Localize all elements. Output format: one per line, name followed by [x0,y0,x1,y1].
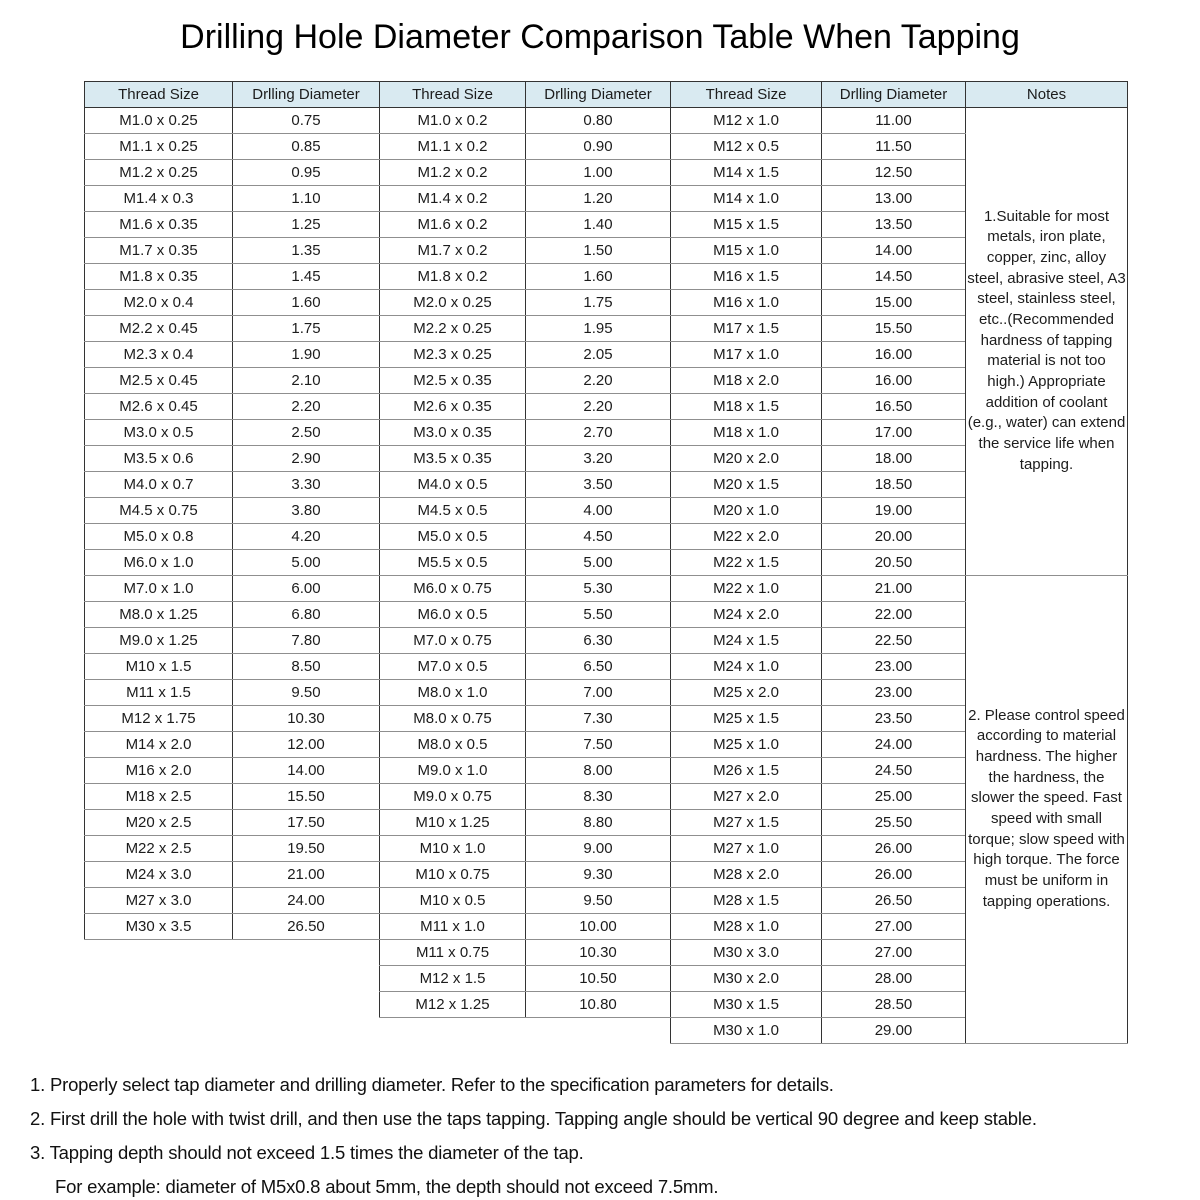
thread-size-cell: M12 x 1.25 [380,991,526,1017]
thread-size-cell: M2.0 x 0.4 [85,289,233,315]
drill-diameter-cell: 1.60 [526,263,671,289]
drill-diameter-cell: 1.60 [233,289,380,315]
drill-diameter-cell: 24.00 [822,731,966,757]
thread-size-cell: M12 x 1.0 [671,107,822,133]
thread-size-cell: M1.2 x 0.25 [85,159,233,185]
drill-diameter-cell: 1.90 [233,341,380,367]
thread-size-cell: M1.0 x 0.25 [85,107,233,133]
drill-diameter-cell: 25.00 [822,783,966,809]
drill-diameter-cell: 10.00 [526,913,671,939]
thread-size-cell: M9.0 x 1.25 [85,627,233,653]
thread-size-cell: M2.6 x 0.45 [85,393,233,419]
empty-cell [233,1017,380,1043]
thread-size-cell: M14 x 1.5 [671,159,822,185]
drill-diameter-cell: 27.00 [822,939,966,965]
thread-size-cell: M20 x 1.5 [671,471,822,497]
drill-diameter-cell: 1.45 [233,263,380,289]
drill-diameter-cell: 1.50 [526,237,671,263]
thread-size-cell: M22 x 1.5 [671,549,822,575]
thread-size-cell: M15 x 1.5 [671,211,822,237]
drill-diameter-cell: 8.50 [233,653,380,679]
thread-size-cell: M12 x 1.75 [85,705,233,731]
thread-size-cell: M9.0 x 1.0 [380,757,526,783]
drill-diameter-cell: 29.00 [822,1017,966,1043]
thread-size-cell: M10 x 0.5 [380,887,526,913]
thread-size-cell: M8.0 x 1.0 [380,679,526,705]
drill-diameter-cell: 9.50 [526,887,671,913]
thread-size-cell: M30 x 3.0 [671,939,822,965]
thread-size-cell: M20 x 1.0 [671,497,822,523]
drill-diameter-cell: 28.50 [822,991,966,1017]
thread-size-cell: M25 x 2.0 [671,679,822,705]
footer-instruction-3: 3. Tapping depth should not exceed 1.5 times the diameter of the tap. [30,1141,584,1163]
drill-diameter-cell: 16.00 [822,367,966,393]
thread-size-cell: M10 x 1.25 [380,809,526,835]
thread-size-cell: M4.0 x 0.7 [85,471,233,497]
thread-size-cell: M11 x 0.75 [380,939,526,965]
drill-diameter-cell: 23.50 [822,705,966,731]
thread-size-cell: M20 x 2.5 [85,809,233,835]
thread-size-cell: M20 x 2.0 [671,445,822,471]
thread-size-cell: M28 x 2.0 [671,861,822,887]
drill-diameter-cell: 4.50 [526,523,671,549]
thread-size-cell: M1.4 x 0.3 [85,185,233,211]
drill-diameter-cell: 13.00 [822,185,966,211]
thread-size-cell: M5.0 x 0.8 [85,523,233,549]
thread-size-cell: M8.0 x 1.25 [85,601,233,627]
thread-size-cell: M27 x 3.0 [85,887,233,913]
drill-diameter-cell: 7.50 [526,731,671,757]
drill-diameter-cell: 5.50 [526,601,671,627]
column-header-drilling-diameter-3: Drlling Diameter [822,81,966,107]
drill-diameter-cell: 2.05 [526,341,671,367]
drill-diameter-cell: 15.50 [233,783,380,809]
table-header-row [85,81,1128,107]
drill-diameter-cell: 10.30 [233,705,380,731]
drill-diameter-cell: 5.00 [233,549,380,575]
column-header-thread-size-3: Thread Size [671,81,822,107]
drill-diameter-cell: 6.50 [526,653,671,679]
thread-size-cell: M28 x 1.5 [671,887,822,913]
drill-diameter-cell: 6.80 [233,601,380,627]
thread-size-cell: M2.6 x 0.35 [380,393,526,419]
drill-diameter-cell: 0.85 [233,133,380,159]
thread-size-cell: M7.0 x 1.0 [85,575,233,601]
thread-size-cell: M4.5 x 0.5 [380,497,526,523]
thread-size-cell: M6.0 x 1.0 [85,549,233,575]
empty-cell [526,1017,671,1043]
drill-diameter-cell: 21.00 [822,575,966,601]
thread-size-cell: M22 x 1.0 [671,575,822,601]
thread-size-cell: M24 x 1.5 [671,627,822,653]
thread-size-cell: M10 x 1.5 [85,653,233,679]
thread-size-cell: M3.5 x 0.6 [85,445,233,471]
drill-diameter-cell: 2.20 [526,393,671,419]
thread-size-cell: M1.2 x 0.2 [380,159,526,185]
thread-size-cell: M1.6 x 0.2 [380,211,526,237]
drill-diameter-cell: 1.25 [233,211,380,237]
drill-diameter-cell: 28.00 [822,965,966,991]
drill-diameter-cell: 10.50 [526,965,671,991]
thread-size-cell: M1.1 x 0.2 [380,133,526,159]
thread-size-cell: M11 x 1.0 [380,913,526,939]
drill-diameter-cell: 16.50 [822,393,966,419]
drill-diameter-cell: 26.50 [233,913,380,939]
drill-diameter-cell: 7.80 [233,627,380,653]
drill-diameter-cell: 16.00 [822,341,966,367]
table-row [85,107,1128,133]
empty-cell [85,1017,233,1043]
thread-size-cell: M4.0 x 0.5 [380,471,526,497]
thread-size-cell: M1.0 x 0.2 [380,107,526,133]
drill-diameter-cell: 24.50 [822,757,966,783]
drill-diameter-cell: 25.50 [822,809,966,835]
drill-diameter-cell: 8.80 [526,809,671,835]
thread-size-cell: M2.2 x 0.45 [85,315,233,341]
thread-size-cell: M2.3 x 0.25 [380,341,526,367]
drill-diameter-cell: 3.20 [526,445,671,471]
thread-size-cell: M2.5 x 0.35 [380,367,526,393]
empty-cell [85,939,233,965]
thread-size-cell: M30 x 2.0 [671,965,822,991]
drill-diameter-cell: 6.30 [526,627,671,653]
thread-size-cell: M2.5 x 0.45 [85,367,233,393]
drilling-diameter-table [84,81,1128,1044]
thread-size-cell: M27 x 1.5 [671,809,822,835]
thread-size-cell: M18 x 2.5 [85,783,233,809]
drill-diameter-cell: 9.50 [233,679,380,705]
drill-diameter-cell: 14.00 [233,757,380,783]
drill-diameter-cell: 0.75 [233,107,380,133]
drill-diameter-cell: 22.50 [822,627,966,653]
thread-size-cell: M16 x 1.0 [671,289,822,315]
thread-size-cell: M24 x 3.0 [85,861,233,887]
thread-size-cell: M1.8 x 0.2 [380,263,526,289]
drill-diameter-cell: 8.00 [526,757,671,783]
thread-size-cell: M18 x 1.5 [671,393,822,419]
drill-diameter-cell: 0.90 [526,133,671,159]
thread-size-cell: M30 x 1.0 [671,1017,822,1043]
drill-diameter-cell: 1.00 [526,159,671,185]
drill-diameter-cell: 26.00 [822,861,966,887]
drill-diameter-cell: 18.50 [822,471,966,497]
thread-size-cell: M1.7 x 0.35 [85,237,233,263]
drill-diameter-cell: 20.50 [822,549,966,575]
drill-diameter-cell: 2.20 [233,393,380,419]
drill-diameter-cell: 1.75 [526,289,671,315]
thread-size-cell: M25 x 1.5 [671,705,822,731]
drill-diameter-cell: 19.00 [822,497,966,523]
thread-size-cell: M1.6 x 0.35 [85,211,233,237]
drill-diameter-cell: 15.00 [822,289,966,315]
drill-diameter-cell: 12.50 [822,159,966,185]
drill-diameter-cell: 5.30 [526,575,671,601]
thread-size-cell: M25 x 1.0 [671,731,822,757]
thread-size-cell: M17 x 1.5 [671,315,822,341]
drill-diameter-cell: 12.00 [233,731,380,757]
drill-diameter-cell: 19.50 [233,835,380,861]
drill-diameter-cell: 26.50 [822,887,966,913]
drill-diameter-cell: 2.50 [233,419,380,445]
drill-diameter-cell: 18.00 [822,445,966,471]
thread-size-cell: M30 x 1.5 [671,991,822,1017]
thread-size-cell: M16 x 2.0 [85,757,233,783]
thread-size-cell: M6.0 x 0.75 [380,575,526,601]
drill-diameter-cell: 23.00 [822,653,966,679]
thread-size-cell: M2.0 x 0.25 [380,289,526,315]
thread-size-cell: M4.5 x 0.75 [85,497,233,523]
thread-size-cell: M30 x 3.5 [85,913,233,939]
thread-size-cell: M12 x 0.5 [671,133,822,159]
drill-diameter-cell: 2.90 [233,445,380,471]
footer-instructions [30,1074,1200,1199]
thread-size-cell: M8.0 x 0.5 [380,731,526,757]
drill-diameter-cell: 2.20 [526,367,671,393]
thread-size-cell: M27 x 1.0 [671,835,822,861]
thread-size-cell: M9.0 x 0.75 [380,783,526,809]
drill-diameter-cell: 6.00 [233,575,380,601]
drill-diameter-cell: 17.00 [822,419,966,445]
thread-size-cell: M6.0 x 0.5 [380,601,526,627]
notes-cell-1: 1.Suitable for most metals, iron plate, copper, zinc, alloy steel, abrasive steel, A3 steel, stainless steel, etc..(Recommended hardness of tapping material is not too high.) Appropriate addition of coolant (e.g., water) can extend the service life when tapping. [966,107,1128,575]
thread-size-cell: M24 x 2.0 [671,601,822,627]
drill-diameter-cell: 22.00 [822,601,966,627]
drill-diameter-cell: 26.00 [822,835,966,861]
drill-diameter-cell: 0.95 [233,159,380,185]
drill-diameter-cell: 24.00 [233,887,380,913]
thread-size-cell: M22 x 2.5 [85,835,233,861]
drill-diameter-cell: 13.50 [822,211,966,237]
thread-size-cell: M1.7 x 0.2 [380,237,526,263]
drill-diameter-cell: 7.30 [526,705,671,731]
drill-diameter-cell: 4.20 [233,523,380,549]
empty-cell [85,991,233,1017]
drill-diameter-cell: 1.10 [233,185,380,211]
notes-cell-2: 2. Please control speed according to material hardness. The higher the hardness, the slower the speed. Fast speed with small torque; slow speed with high torque. The force must be uniform in tapping operations. [966,575,1128,1043]
footer-instruction-1: 1. Properly select tap diameter and drilling diameter. Refer to the specification parameters for details. [30,1073,834,1095]
thread-size-cell: M17 x 1.0 [671,341,822,367]
thread-size-cell: M3.0 x 0.5 [85,419,233,445]
thread-size-cell: M27 x 2.0 [671,783,822,809]
drill-diameter-cell: 1.20 [526,185,671,211]
thread-size-cell: M2.2 x 0.25 [380,315,526,341]
empty-cell [233,965,380,991]
thread-size-cell: M12 x 1.5 [380,965,526,991]
drill-diameter-cell: 27.00 [822,913,966,939]
drill-diameter-cell: 8.30 [526,783,671,809]
column-header-thread-size-1: Thread Size [85,81,233,107]
column-header-drilling-diameter-1: Drlling Diameter [233,81,380,107]
drill-diameter-cell: 4.00 [526,497,671,523]
thread-size-cell: M2.3 x 0.4 [85,341,233,367]
drill-diameter-cell: 20.00 [822,523,966,549]
drill-diameter-cell: 2.10 [233,367,380,393]
drill-diameter-cell: 17.50 [233,809,380,835]
table-body [85,107,1128,1043]
thread-size-cell: M3.5 x 0.35 [380,445,526,471]
drill-diameter-cell: 21.00 [233,861,380,887]
thread-size-cell: M3.0 x 0.35 [380,419,526,445]
drill-diameter-cell: 3.80 [233,497,380,523]
thread-size-cell: M11 x 1.5 [85,679,233,705]
drill-diameter-cell: 10.30 [526,939,671,965]
drill-diameter-cell: 15.50 [822,315,966,341]
thread-size-cell: M1.1 x 0.25 [85,133,233,159]
thread-size-cell: M24 x 1.0 [671,653,822,679]
page-title: Drilling Hole Diameter Comparison Table When Tapping [180,18,1020,56]
drill-diameter-cell: 9.30 [526,861,671,887]
drill-diameter-cell: 1.35 [233,237,380,263]
drill-diameter-cell: 23.00 [822,679,966,705]
drill-diameter-cell: 10.80 [526,991,671,1017]
thread-size-cell: M1.8 x 0.35 [85,263,233,289]
empty-cell [233,939,380,965]
drill-diameter-cell: 14.00 [822,237,966,263]
thread-size-cell: M10 x 1.0 [380,835,526,861]
drill-diameter-cell: 1.75 [233,315,380,341]
thread-size-cell: M26 x 1.5 [671,757,822,783]
thread-size-cell: M5.5 x 0.5 [380,549,526,575]
column-header-drilling-diameter-2: Drlling Diameter [526,81,671,107]
thread-size-cell: M10 x 0.75 [380,861,526,887]
drill-diameter-cell: 1.95 [526,315,671,341]
drill-diameter-cell: 11.50 [822,133,966,159]
drill-diameter-cell: 9.00 [526,835,671,861]
drill-diameter-cell: 11.00 [822,107,966,133]
thread-size-cell: M8.0 x 0.75 [380,705,526,731]
thread-size-cell: M7.0 x 0.75 [380,627,526,653]
empty-cell [233,991,380,1017]
drill-diameter-cell: 5.00 [526,549,671,575]
column-header-notes: Notes [966,81,1128,107]
thread-size-cell: M22 x 2.0 [671,523,822,549]
thread-size-cell: M28 x 1.0 [671,913,822,939]
empty-cell [380,1017,526,1043]
thread-size-cell: M18 x 1.0 [671,419,822,445]
table-row [85,575,1128,601]
drill-diameter-cell: 0.80 [526,107,671,133]
thread-size-cell: M5.0 x 0.5 [380,523,526,549]
thread-size-cell: M14 x 2.0 [85,731,233,757]
footer-instruction-2: 2. First drill the hole with twist drill, and then use the taps tapping. Tapping angle should be vertical 90 degree and keep stable. [30,1107,1037,1129]
footer-instruction-example: For example: diameter of M5x0.8 about 5mm, the depth should not exceed 7.5mm. [55,1176,719,1198]
thread-size-cell: M14 x 1.0 [671,185,822,211]
thread-size-cell: M18 x 2.0 [671,367,822,393]
drill-diameter-cell: 1.40 [526,211,671,237]
thread-size-cell: M15 x 1.0 [671,237,822,263]
thread-size-cell: M7.0 x 0.5 [380,653,526,679]
thread-size-cell: M16 x 1.5 [671,263,822,289]
empty-cell [85,965,233,991]
drill-diameter-cell: 3.50 [526,471,671,497]
drill-diameter-cell: 3.30 [233,471,380,497]
column-header-thread-size-2: Thread Size [380,81,526,107]
thread-size-cell: M1.4 x 0.2 [380,185,526,211]
drill-diameter-cell: 7.00 [526,679,671,705]
drill-diameter-cell: 14.50 [822,263,966,289]
page [0,16,1200,1200]
drill-diameter-cell: 2.70 [526,419,671,445]
